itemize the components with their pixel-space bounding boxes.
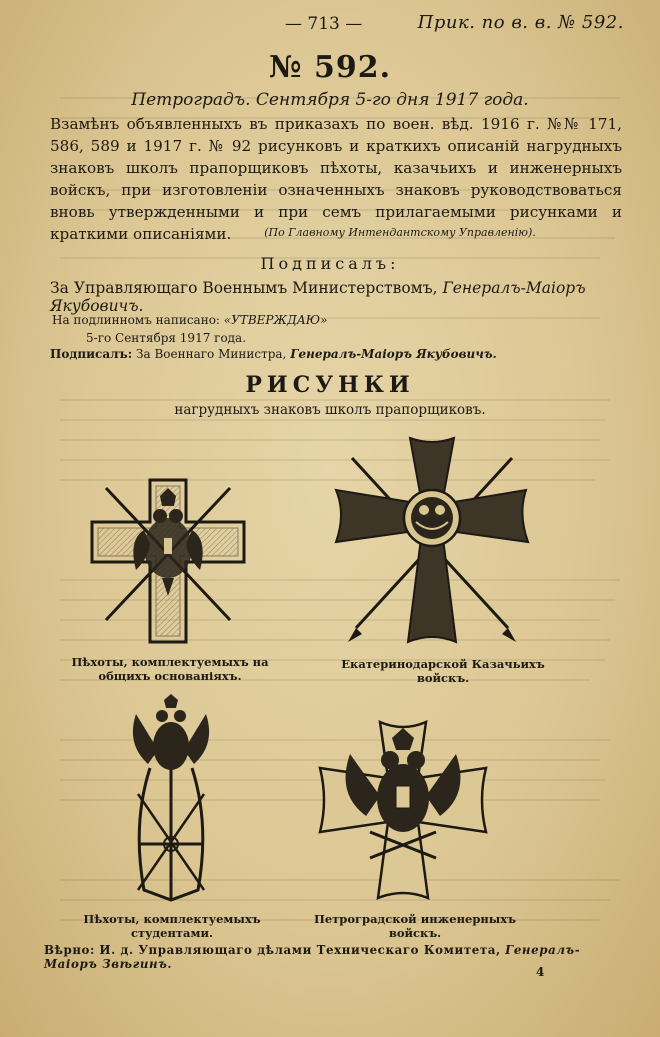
original-note-signed-label: Подписалъ: (50, 347, 133, 361)
footer-certification (44, 943, 604, 971)
figures-title: РИСУНКИ (245, 372, 415, 398)
original-note-line3 (50, 347, 497, 361)
badge-infantry-general-illustration (88, 470, 248, 650)
caption-cossack: Екатеринодарской Казачьихъ войскъ. (341, 657, 545, 685)
original-note-line2: 5-го Сентября 1917 года. (86, 331, 247, 345)
badge-engineers-illustration (310, 708, 496, 904)
caption-infantry-students-line2: студентами. (131, 926, 213, 940)
signer-name: Генералъ-Маіоръ Якубовичъ. (50, 279, 586, 315)
original-note-value: «УТВЕРЖДАЮ» (223, 313, 328, 327)
signer-line (50, 279, 620, 315)
order-dateline: Петроградъ. Сентября 5-го дня 1917 года. (131, 90, 529, 110)
original-note-prefix: На подлинномъ написано: (52, 313, 220, 327)
caption-infantry-general (70, 655, 270, 683)
page-number: — 713 — (285, 14, 363, 34)
caption-infantry-students-line1: Пѣхоты, комплектуемыхъ (83, 912, 261, 926)
badge-cossack-illustration (330, 432, 534, 650)
footer-name: Генералъ-Маіоръ Звѣгинъ. (44, 943, 581, 971)
footer-label: Вѣрно: (44, 943, 95, 957)
badge-infantry-students-illustration (118, 694, 224, 904)
signed-label: Подписалъ: (260, 254, 400, 273)
figures-subtitle: нагрудныхъ знаковъ школъ прапорщиковъ. (174, 402, 486, 418)
original-note-text: За Военнаго Министра, (136, 347, 287, 361)
caption-infantry-students (72, 912, 272, 940)
original-note-name: Генералъ-Маіоръ Якубовичъ. (290, 347, 497, 361)
original-note-line1 (52, 313, 327, 327)
signer-prefix: За Управляющаго Военнымъ Министерствомъ, (50, 279, 438, 297)
department-note: (По Главному Интендантскому Управленію). (264, 226, 536, 239)
sheet-number: 4 (536, 965, 545, 979)
order-text: Взамѣнъ объявленныхъ въ приказахъ по воен. вѣд. 1916 г. №№ 171, 586, 589 и 1917 г. № 92 рисунковъ и краткихъ описаній нагрудныхъ знаковъ школъ прапорщиковъ пѣхоты, казачьихъ и инженерныхъ войскъ, при изготовленіи означенныхъ знаковъ руководствоваться вновь утвержденными и при семъ прилагаемыми рисунками и краткими описаніями. (50, 115, 622, 243)
footer-text: И. д. Управляющаго дѣлами Техническаго Комитета, (99, 943, 501, 957)
caption-infantry-general-line1: Пѣхоты, комплектуемыхъ на (71, 655, 269, 669)
caption-infantry-general-line2: общихъ основаніяхъ. (98, 669, 242, 683)
caption-engineers: Петроградской инженерныхъ войскъ. (313, 912, 516, 940)
order-reference: Прик. по в. в. № 592. (417, 12, 624, 33)
order-number: № 592. (268, 50, 392, 85)
